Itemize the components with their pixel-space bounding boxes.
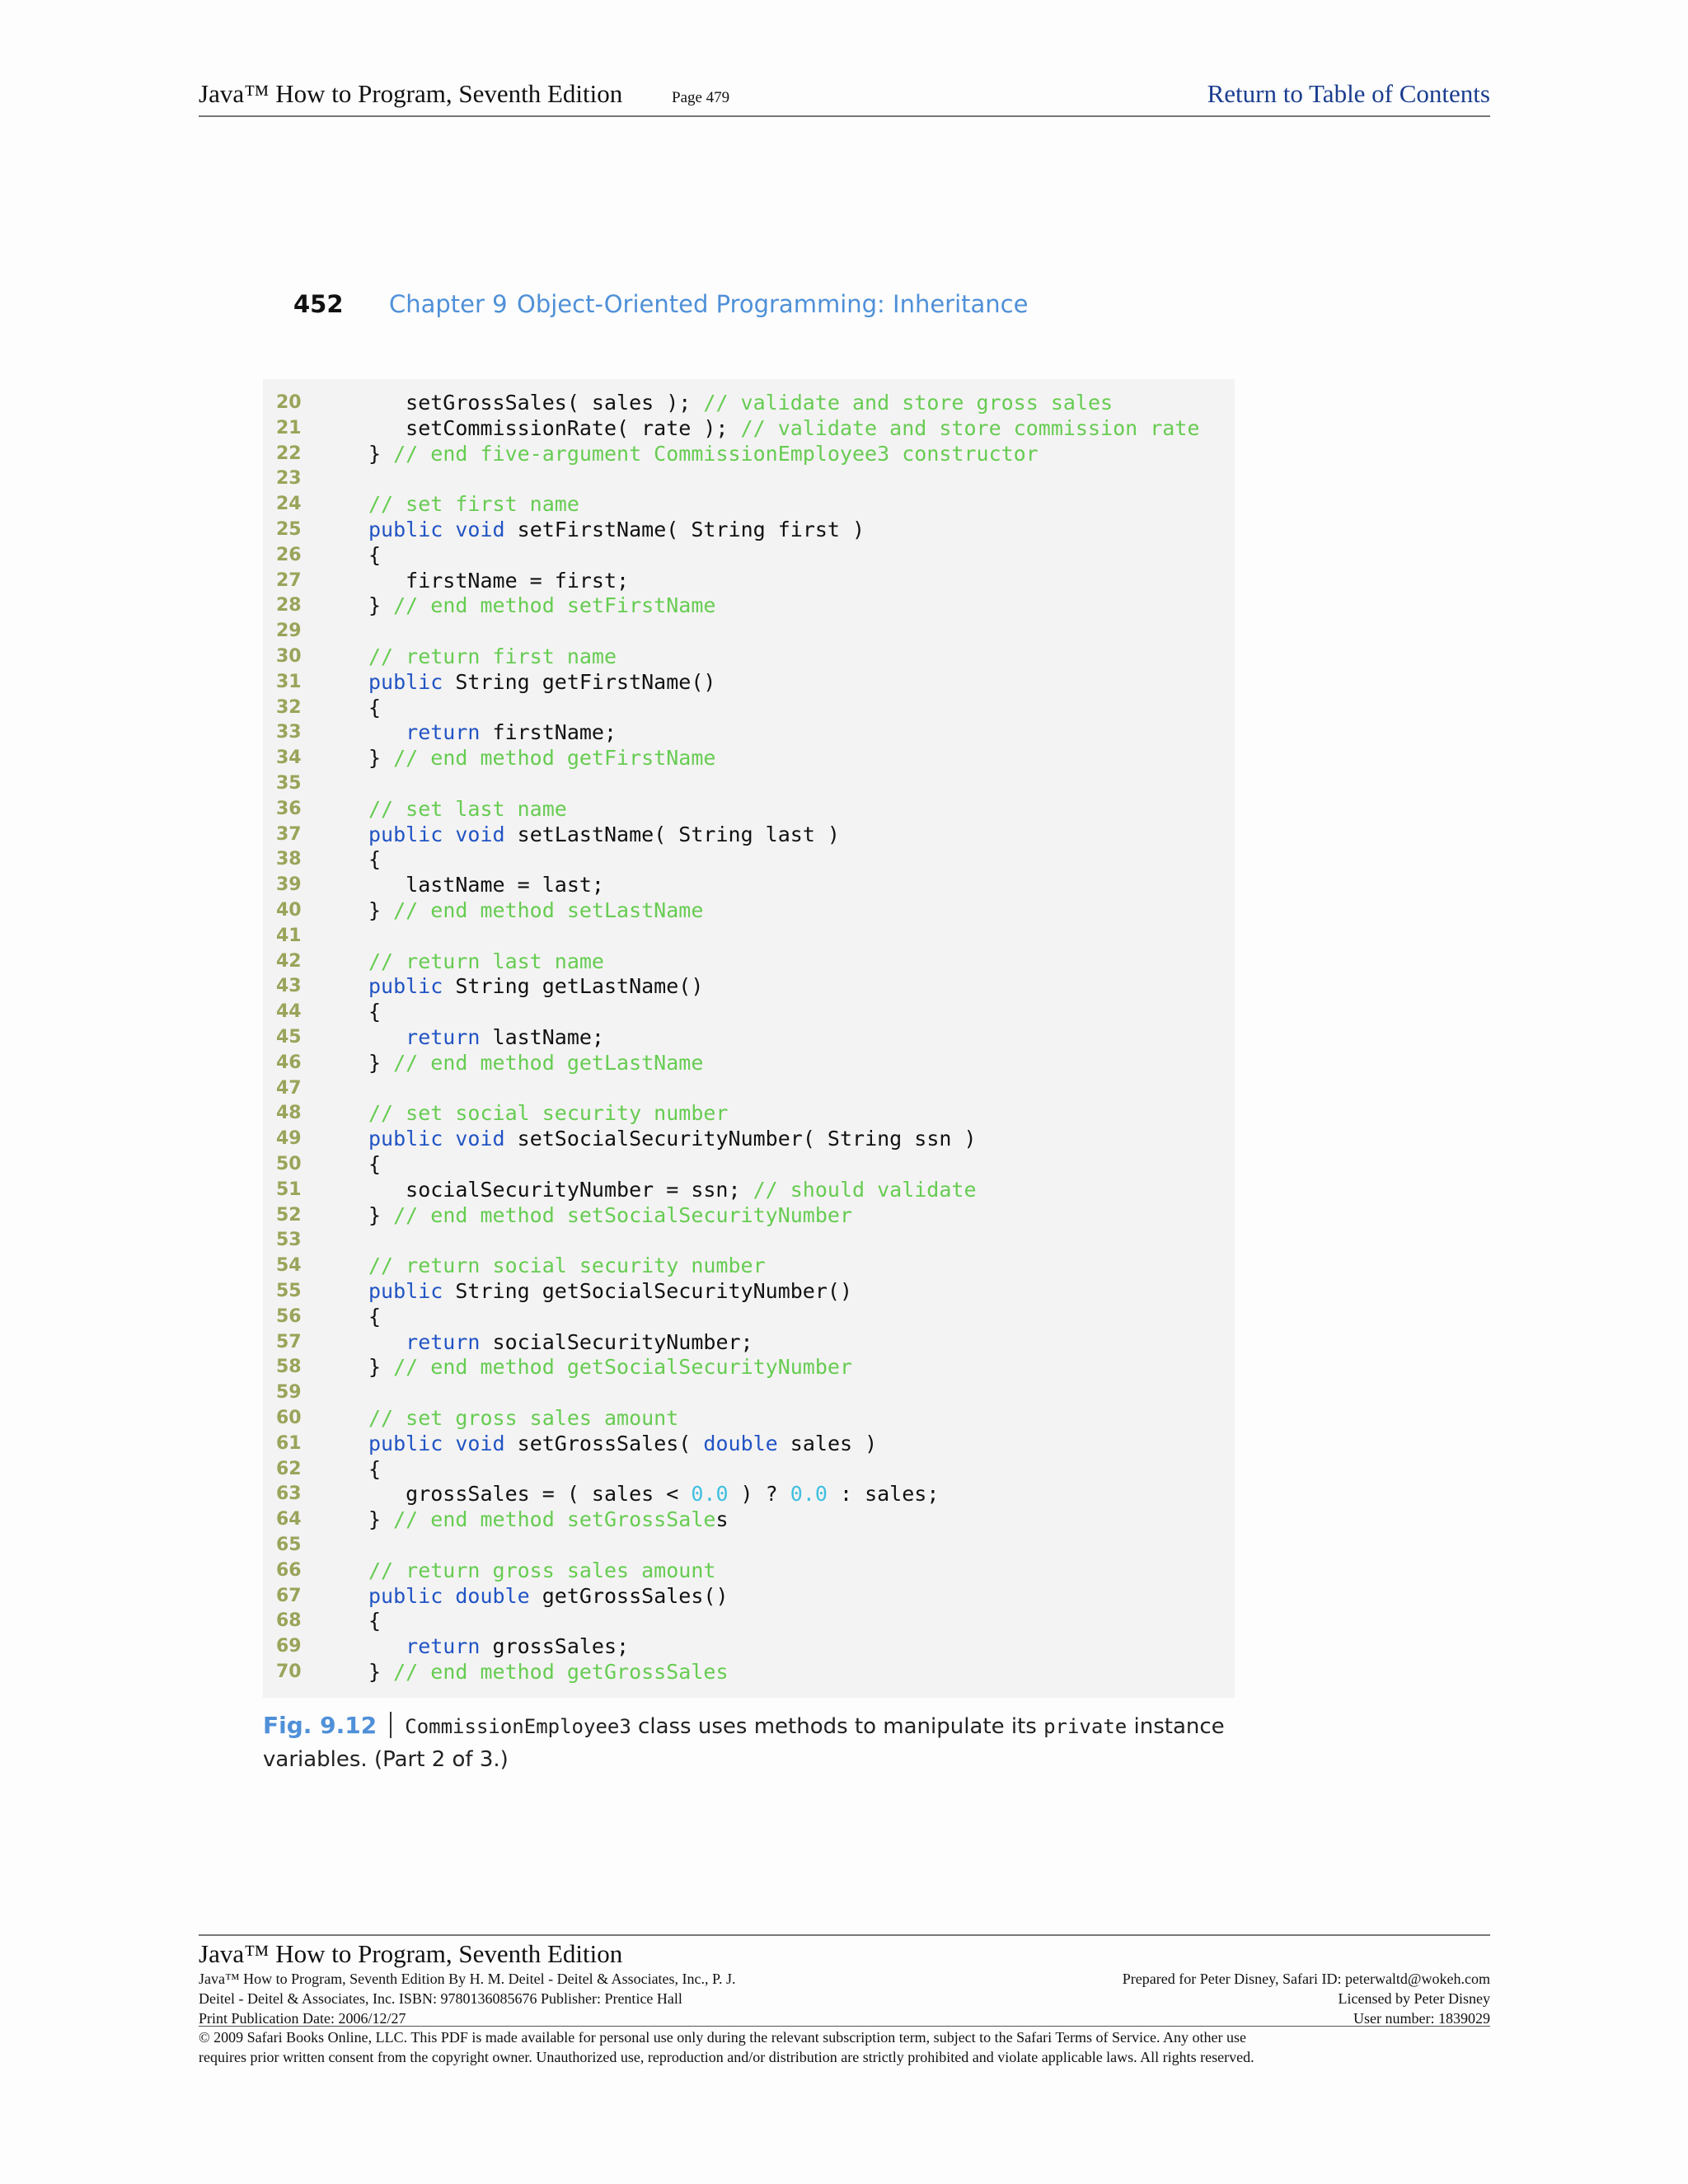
header-page-label: Page 479 xyxy=(672,89,730,106)
code-line xyxy=(263,1507,1235,1533)
code-comment: // validate and store gross sales xyxy=(703,391,1114,415)
code-token: String getLastName() xyxy=(443,974,704,999)
line-number: 22 xyxy=(276,443,302,464)
code-token: } xyxy=(368,1050,394,1075)
code-keyword: void xyxy=(455,1127,505,1151)
line-number: 31 xyxy=(276,671,302,692)
code-comment: // end method setGrossSale xyxy=(393,1507,716,1532)
code-comment: // set last name xyxy=(368,796,567,821)
footer-left-line: Deitel - Deitel & Associates, Inc. ISBN: 9780136085676 Publisher: Prentice Hall xyxy=(199,1990,682,2007)
code-comment: // should validate xyxy=(753,1177,977,1202)
code-token: setGrossSales( xyxy=(504,1431,704,1455)
header-book-title: Java™ How to Program, Seventh Edition xyxy=(199,79,623,108)
code-text xyxy=(368,442,1039,467)
code-token: } xyxy=(368,1660,394,1684)
line-number: 62 xyxy=(276,1458,302,1479)
line-number: 54 xyxy=(276,1255,302,1277)
code-text xyxy=(368,1355,852,1380)
code-text xyxy=(368,1507,729,1533)
code-comment: // return last name xyxy=(368,949,604,973)
code-line xyxy=(263,1305,1235,1330)
code-line xyxy=(263,1482,1235,1507)
code-text xyxy=(368,1000,381,1025)
line-number: 43 xyxy=(276,976,302,997)
code-token: setSocialSecurityNumber( String ssn ) xyxy=(504,1127,977,1151)
code-token xyxy=(443,1432,455,1455)
code-text xyxy=(368,543,381,569)
line-number: 35 xyxy=(276,773,302,794)
code-line xyxy=(263,746,1235,771)
code-text xyxy=(368,1279,852,1305)
code-token: { xyxy=(368,1000,382,1024)
code-text xyxy=(368,1609,381,1634)
code-keyword: void xyxy=(455,1431,505,1455)
code-comment: // set first name xyxy=(368,492,579,517)
code-comment: // set gross sales amount xyxy=(368,1406,679,1430)
line-number: 25 xyxy=(276,519,302,540)
line-number: 37 xyxy=(276,823,302,845)
line-number: 29 xyxy=(276,621,302,642)
line-number: 52 xyxy=(276,1204,302,1226)
code-text xyxy=(368,1330,753,1356)
line-number: 42 xyxy=(276,950,302,972)
code-token: { xyxy=(368,847,382,872)
code-literal: 0.0 xyxy=(691,1482,729,1507)
code-token: } xyxy=(368,898,394,922)
code-comment: // return social security number xyxy=(368,1254,766,1278)
code-text xyxy=(368,1457,381,1483)
code-text xyxy=(368,518,865,543)
line-number: 63 xyxy=(276,1483,302,1505)
code-text xyxy=(368,1558,715,1584)
code-line xyxy=(263,1406,1235,1432)
code-comment: // end method setLastName xyxy=(393,898,704,922)
line-number: 46 xyxy=(276,1052,302,1073)
line-number: 59 xyxy=(276,1382,302,1404)
code-token: { xyxy=(368,1152,382,1176)
code-comment: // end method setSocialSecurityNumber xyxy=(393,1202,853,1227)
line-number: 58 xyxy=(276,1357,302,1378)
line-number: 20 xyxy=(276,392,302,413)
caption-text-1: class uses methods to manipulate its xyxy=(631,1714,1044,1739)
toc-link[interactable]: Return to Table of Contents xyxy=(1207,79,1490,108)
code-line xyxy=(263,1660,1235,1685)
line-number: 70 xyxy=(276,1661,302,1682)
code-token: { xyxy=(368,1304,382,1329)
code-token: setLastName( String last ) xyxy=(504,822,840,846)
line-number: 67 xyxy=(276,1585,302,1606)
code-token xyxy=(368,1025,406,1049)
line-number: 65 xyxy=(276,1535,302,1555)
code-line xyxy=(263,1355,1235,1380)
code-token: lastName; xyxy=(480,1025,604,1049)
line-number: 64 xyxy=(276,1509,302,1530)
code-line xyxy=(263,696,1235,721)
code-line xyxy=(263,1432,1235,1457)
code-token: } xyxy=(368,1355,394,1380)
code-token: firstName; xyxy=(480,720,617,745)
code-token: String getFirstName() xyxy=(443,669,716,694)
code-token xyxy=(443,1127,455,1151)
code-text xyxy=(368,873,604,898)
code-keyword: public xyxy=(368,1127,443,1151)
code-text xyxy=(368,1482,939,1507)
code-line xyxy=(263,949,1235,975)
code-text xyxy=(368,1178,977,1203)
code-line xyxy=(263,797,1235,823)
code-comment: // set social security number xyxy=(368,1101,729,1126)
line-number: 69 xyxy=(276,1636,302,1657)
code-comment: // end five-argument CommissionEmployee3 constructor xyxy=(393,441,1039,466)
code-text xyxy=(368,1152,381,1178)
code-line xyxy=(263,1178,1235,1203)
line-number: 24 xyxy=(276,494,302,515)
code-comment: // end method getGrossSales xyxy=(393,1660,729,1684)
code-keyword: public xyxy=(368,669,443,694)
caption-text-2: instance variables. (Part 2 of 3.) xyxy=(263,1714,1225,1772)
code-text xyxy=(368,797,567,823)
line-number: 33 xyxy=(276,722,302,743)
code-token: } xyxy=(368,1202,394,1227)
code-text xyxy=(368,746,715,771)
code-line xyxy=(263,1584,1235,1610)
code-listing xyxy=(263,379,1235,1698)
code-text xyxy=(368,1203,852,1229)
code-line xyxy=(263,873,1235,898)
code-token: lastName = last; xyxy=(368,873,604,898)
code-line xyxy=(263,593,1235,619)
code-line xyxy=(263,670,1235,696)
code-line xyxy=(263,1000,1235,1025)
code-text xyxy=(368,1432,877,1457)
code-token: grossSales; xyxy=(480,1634,630,1659)
code-line xyxy=(263,416,1235,442)
code-keyword: double xyxy=(455,1583,530,1608)
code-text xyxy=(368,1305,381,1330)
code-token: { xyxy=(368,1456,382,1481)
code-line xyxy=(263,1228,1235,1254)
code-line xyxy=(263,1051,1235,1076)
code-text xyxy=(368,492,579,518)
code-literal: 0.0 xyxy=(790,1482,828,1507)
line-number: 28 xyxy=(276,595,302,616)
footer-license-info xyxy=(1123,1969,1490,2028)
line-number: 38 xyxy=(276,849,302,870)
line-number: 60 xyxy=(276,1408,302,1428)
code-token: } xyxy=(368,1507,394,1532)
line-number: 40 xyxy=(276,900,302,921)
code-text xyxy=(368,949,604,975)
code-keyword: public xyxy=(368,1279,443,1303)
line-number: 47 xyxy=(276,1077,302,1099)
code-line xyxy=(263,1279,1235,1305)
code-token xyxy=(368,1634,406,1658)
code-keyword: public xyxy=(368,974,443,999)
code-line xyxy=(263,543,1235,569)
code-text xyxy=(368,1254,766,1279)
code-line xyxy=(263,1380,1235,1406)
code-token: String getSocialSecurityNumber() xyxy=(443,1279,853,1303)
caption-class-name: CommissionEmployee3 xyxy=(405,1715,631,1738)
line-number: 21 xyxy=(276,417,302,438)
code-text xyxy=(368,569,629,594)
line-number: 45 xyxy=(276,1027,302,1047)
code-text xyxy=(368,696,381,721)
book-page-number: 452 xyxy=(293,290,344,318)
code-keyword: public xyxy=(368,518,443,541)
line-number: 48 xyxy=(276,1103,302,1124)
code-text xyxy=(368,1634,629,1660)
code-line xyxy=(263,1609,1235,1634)
line-number: 34 xyxy=(276,748,302,769)
code-line xyxy=(263,1558,1235,1584)
line-number: 44 xyxy=(276,1001,302,1023)
line-number: 68 xyxy=(276,1610,302,1632)
code-line xyxy=(263,1127,1235,1152)
code-text xyxy=(368,1660,729,1685)
line-number: 36 xyxy=(276,798,302,819)
code-line xyxy=(263,1025,1235,1051)
code-text xyxy=(368,391,1113,416)
code-line xyxy=(263,1101,1235,1127)
code-text xyxy=(368,720,617,746)
code-keyword: return xyxy=(406,1634,481,1659)
code-keyword: void xyxy=(455,822,505,846)
code-line xyxy=(263,1330,1235,1356)
code-line xyxy=(263,466,1235,492)
code-line xyxy=(263,644,1235,670)
line-number: 39 xyxy=(276,874,302,896)
code-text xyxy=(368,644,617,670)
code-token: } xyxy=(368,593,394,618)
footer-left-line: Java™ How to Program, Seventh Edition By H. M. Deitel - Deitel & Associates, Inc., P. J. xyxy=(199,1971,736,1987)
code-token: getGrossSales() xyxy=(529,1583,729,1608)
code-token: s xyxy=(715,1507,729,1532)
footer-book-title: Java™ How to Program, Seventh Edition xyxy=(199,1939,623,1968)
code-line xyxy=(263,1634,1235,1660)
figure-caption xyxy=(263,1709,1252,1776)
copyright-line: requires prior written consent from the copyright owner. Unauthorized use, reproduction and/or distribution are strictly prohibited and violate applicable laws. All rights reserved. xyxy=(199,2049,1254,2065)
code-comment: // end method getSocialSecurityNumber xyxy=(393,1355,853,1380)
code-line xyxy=(263,1533,1235,1558)
footer-copyright xyxy=(199,2026,1490,2067)
code-line xyxy=(263,492,1235,518)
line-number: 61 xyxy=(276,1432,302,1454)
code-token: setGrossSales( sales ); xyxy=(368,391,704,415)
code-line xyxy=(263,823,1235,848)
code-keyword: return xyxy=(406,1025,481,1049)
code-keyword: return xyxy=(406,1329,481,1354)
line-number: 50 xyxy=(276,1154,302,1174)
code-line xyxy=(263,1152,1235,1178)
code-comment: // end method getFirstName xyxy=(393,746,716,771)
line-number: 27 xyxy=(276,569,302,591)
line-number: 51 xyxy=(276,1179,302,1200)
code-token: { xyxy=(368,542,382,567)
page-footer xyxy=(199,1934,1490,2065)
line-number: 56 xyxy=(276,1305,302,1327)
code-comment: // return first name xyxy=(368,644,617,668)
line-number: 57 xyxy=(276,1331,302,1352)
code-token: } xyxy=(368,441,394,466)
line-number: 49 xyxy=(276,1128,302,1150)
code-line xyxy=(263,771,1235,797)
code-line xyxy=(263,847,1235,873)
line-number: 53 xyxy=(276,1230,302,1251)
chapter-title: Object-Oriented Programming: Inheritance xyxy=(517,290,1029,318)
copyright-line: © 2009 Safari Books Online, LLC. This PDF is made available for personal use only during the relevant subscription term, subject to the Safari Terms of Service. Any other use xyxy=(199,2029,1246,2046)
code-line xyxy=(263,924,1235,949)
code-line xyxy=(263,1254,1235,1279)
line-number: 66 xyxy=(276,1559,302,1581)
code-line xyxy=(263,391,1235,416)
code-line xyxy=(263,974,1235,1000)
footer-right-line: Licensed by Peter Disney xyxy=(1338,1990,1490,2007)
code-line xyxy=(263,442,1235,467)
code-keyword: public xyxy=(368,1431,443,1455)
code-line xyxy=(263,569,1235,594)
code-line xyxy=(263,619,1235,644)
code-token: ) ? xyxy=(728,1482,790,1507)
caption-divider xyxy=(390,1712,392,1738)
code-text xyxy=(368,974,703,1000)
line-number: 26 xyxy=(276,544,302,565)
figure-label: Fig. 9.12 xyxy=(263,1712,377,1739)
code-text xyxy=(368,823,840,848)
code-text xyxy=(368,593,715,619)
code-token xyxy=(443,1584,455,1608)
code-keyword: void xyxy=(455,518,505,541)
code-token: grossSales = ( sales < xyxy=(368,1482,692,1507)
code-token: setFirstName( String first ) xyxy=(504,518,865,541)
code-line xyxy=(263,898,1235,924)
footer-publication-info xyxy=(199,1969,736,2028)
code-token: socialSecurityNumber = ssn; xyxy=(368,1177,753,1202)
code-text xyxy=(368,1406,678,1432)
line-number: 30 xyxy=(276,646,302,667)
code-text xyxy=(368,1025,604,1051)
code-text xyxy=(368,1127,977,1152)
code-token: firstName = first; xyxy=(368,568,630,593)
chapter-label: Chapter 9 xyxy=(389,290,508,318)
line-number: 32 xyxy=(276,696,302,718)
code-token: } xyxy=(368,746,394,771)
code-token xyxy=(368,720,406,744)
code-token: : sales; xyxy=(827,1482,940,1507)
line-number: 41 xyxy=(276,925,302,946)
code-token xyxy=(443,518,455,541)
code-token xyxy=(443,823,455,846)
code-line xyxy=(263,518,1235,543)
code-token: { xyxy=(368,695,382,719)
footer-right-line: Prepared for Peter Disney, Safari ID: peterwaltd@wokeh.com xyxy=(1122,1971,1490,1987)
code-token: sales ) xyxy=(777,1431,878,1455)
code-keyword: public xyxy=(368,822,443,846)
footer-right-line: User number: 1839029 xyxy=(1353,2010,1490,2027)
code-keyword: double xyxy=(703,1431,778,1455)
code-keyword: public xyxy=(368,1583,443,1608)
code-comment: // validate and store commission rate xyxy=(740,415,1200,440)
line-number: 23 xyxy=(276,468,302,490)
caption-keyword: private xyxy=(1043,1715,1128,1738)
code-text xyxy=(368,1101,729,1127)
code-token: socialSecurityNumber; xyxy=(480,1329,753,1354)
code-line xyxy=(263,1203,1235,1229)
code-comment: // end method getLastName xyxy=(393,1050,704,1075)
code-text xyxy=(368,1584,729,1610)
code-line xyxy=(263,1076,1235,1102)
code-text xyxy=(368,670,715,696)
code-token: setCommissionRate( rate ); xyxy=(368,415,741,440)
code-text xyxy=(368,416,1199,442)
line-number: 55 xyxy=(276,1281,302,1301)
code-token xyxy=(368,1330,406,1354)
footer-left-line: Print Publication Date: 2006/12/27 xyxy=(199,2010,406,2027)
code-comment: // end method setFirstName xyxy=(393,593,716,618)
code-token: { xyxy=(368,1609,382,1633)
code-text xyxy=(368,898,703,924)
code-text xyxy=(368,1051,703,1076)
page-header xyxy=(199,76,1490,117)
code-keyword: return xyxy=(406,720,481,745)
code-text xyxy=(368,847,381,873)
code-line xyxy=(263,720,1235,746)
code-comment: // return gross sales amount xyxy=(368,1558,716,1582)
code-line xyxy=(263,1457,1235,1483)
